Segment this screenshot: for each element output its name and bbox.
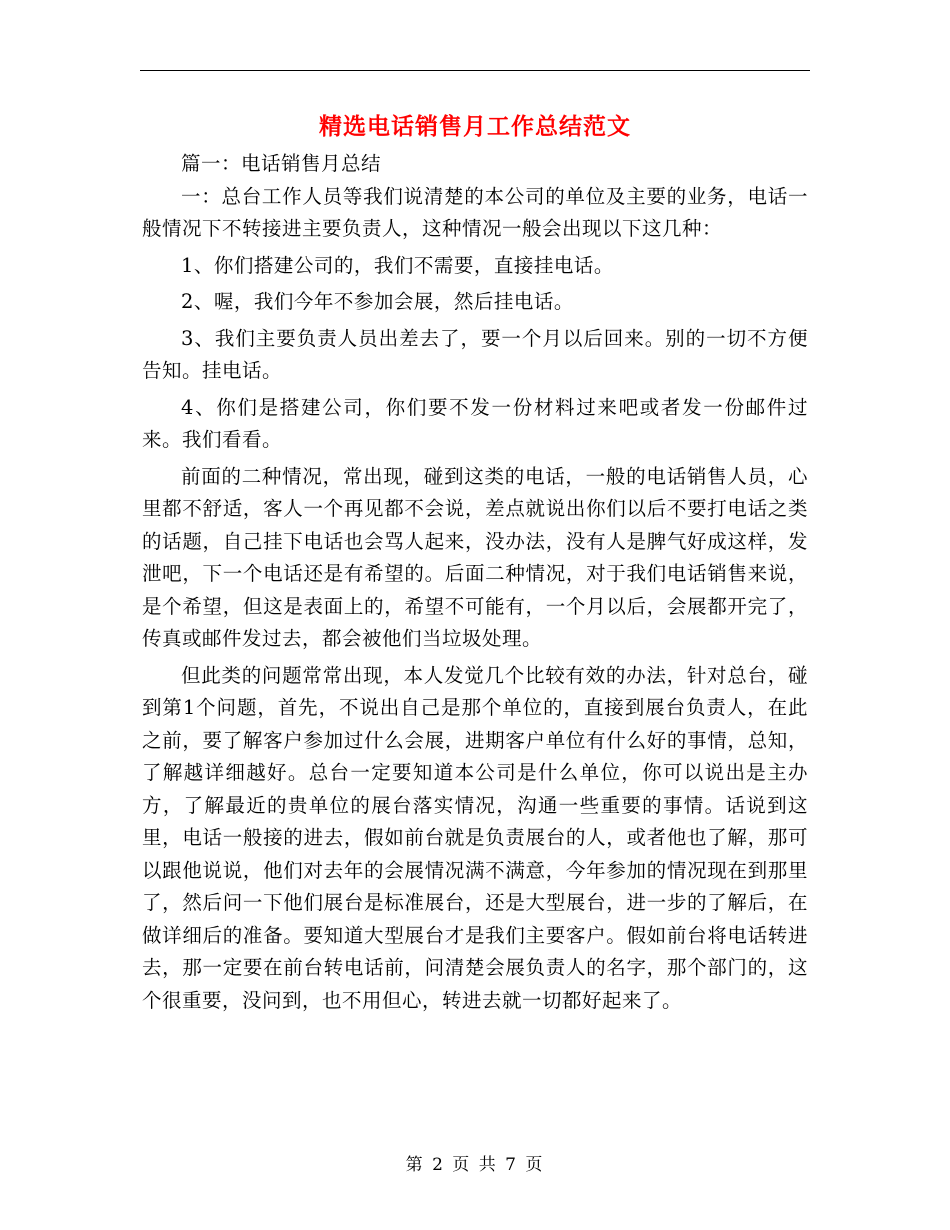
section-heading: 篇一：电话销售月总结 (181, 152, 382, 175)
document-title: 精选电话销售月工作总结范文 (319, 113, 631, 140)
body-paragraph: 前面的二种情况，常出现，碰到这类的电话，一般的电话销售人员，心里都不舒适，客人一个再见都不会说，差点就说出你们以后不要打电话之类的话题，自己挂下电话也会骂人起来，没办法，没有人是脾气好成这样，发泄吧，下一个电话还是有希望的。后面二种情况，对于我们电话销售来说，是个希望，但这是表面上的，希望不可能有，一个月以后，会展都开完了，传真或邮件发过去，都会被他们当垃圾处理。 (142, 464, 808, 650)
list-item: 2、喔，我们今年不参加会展，然后挂电话。 (181, 290, 574, 313)
body-paragraph: 但此类的问题常常出现，本人发觉几个比较有效的办法，针对总台，碰到第1个问题，首先，不说出自己是那个单位的，直接到展台负责人，在此之前，要了解客户参加过什么会展，进期客户单位有什么好的事情，总知，了解越详细越好。总台一定要知道本公司是什么单位，你可以说出是主办方，了解最近的贵单位的展台落实情况，沟通一些重要的事情。话说到这里，电话一般接的进去，假如前台就是负责展台的人，或者他也了解，那可以跟他说说，他们对去年的会展情况满不满意，今年参加的情况现在到那里了，然后问一下他们展台是标准展台，还是大型展台，进一步的了解后，在做详细后的准备。要知道大型展台才是我们主要客户。假如前台将电话转进去，那一定要在前台转电话前，问清楚会展负责人的名字，那个部门的，这个很重要，没问到，也不用但心，转进去就一切都好起来了。 (142, 663, 808, 1012)
list-item: 1、你们搭建公司的，我们不需要，直接挂电话。 (181, 253, 614, 277)
header-rule (140, 70, 810, 71)
body-paragraph: 一：总台工作人员等我们说清楚的本公司的单位及主要的业务，电话一般情况下不转接进主要负责人，这种情况一般会出现以下这几种： (142, 184, 808, 240)
document-body (142, 148, 808, 1017)
list-item: 3、我们主要负责人员出差去了，要一个月以后回来。别的一切不方便告知。挂电话。 (142, 326, 808, 382)
list-item: 4、你们是搭建公司，你们要不发一份材料过来吧或者发一份邮件过来。我们看看。 (142, 395, 808, 451)
page-number-footer: 第 2 页 共 7 页 (405, 1155, 545, 1175)
